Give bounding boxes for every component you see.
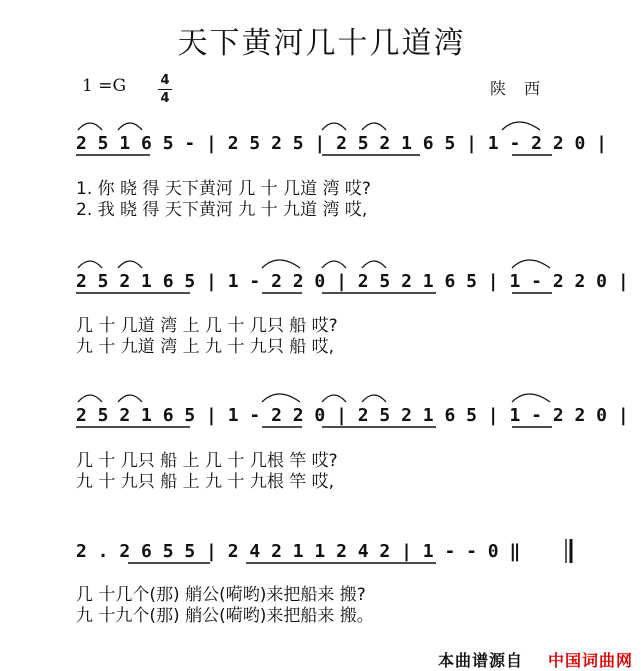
slur-mark [362,395,386,402]
slur-mark [322,261,346,268]
meter-top: 4 [160,73,170,88]
footer-source-label: 本曲谱源自 [438,651,524,670]
slur-mark [362,261,386,268]
score-row-3-notes: 2 5 2 1 6 5 | 1 - 2 2 0 | 2 5 2 1 6 5 | 1 - 2 2 0 | [76,405,629,426]
slur-mark [78,395,102,402]
slur-mark [262,260,300,268]
score-row-4-lyric-1: 几 十几个(那) 艄公(嗬哟)来把船来 搬? [76,585,366,605]
key-signature: 1 =G [82,76,127,96]
score-row-4-lyric-2: 九 十九个(那) 艄公(嗬哟)来把船来 搬。 [76,606,374,626]
slur-mark [78,261,102,268]
slur-mark [512,260,550,268]
score-row-2-lyric-2: 九 十 九道 湾 上 九 十 九只 船 哎, [76,337,335,357]
slur-mark [118,261,142,268]
slur-mark [322,395,346,402]
song-title: 天下黄河几十几道湾 [177,26,466,61]
slur-mark [502,122,540,130]
slur-mark [322,123,346,130]
song-origin: 陕西 [490,79,559,98]
footer-site-name[interactable]: 中国词曲网 [548,651,634,670]
score-row-1-lyric-2: 2. 我 晓 得 天下黄河 九 十 九道 湾 哎, [76,200,368,220]
slur-mark [262,394,300,402]
score-row-2-notes: 2 5 2 1 6 5 | 1 - 2 2 0 | 2 5 2 1 6 5 | 1 - 2 2 0 | [76,271,629,292]
score-row-4-notes: 2 . 2 6 5 5 | 2 4 2 1 1 2 4 2 | 1 - - 0 ‖ [76,541,521,562]
slur-mark [78,123,102,130]
slur-mark [512,394,550,402]
meter-bottom: 4 [160,91,170,106]
slur-mark [118,123,142,130]
score-row-3-lyric-2: 九 十 九只 船 上 九 十 九根 竿 哎, [76,472,335,492]
slur-mark [362,123,386,130]
score-row-1-notes: 2 5 1 6 5 - | 2 5 2 5 | 2 5 2 1 6 5 | 1 - 2 2 0 | [76,133,608,154]
score-row-3-lyric-1: 几 十 几只 船 上 几 十 几根 竿 哎? [76,451,338,471]
slur-mark [118,395,142,402]
score-row-2-lyric-1: 几 十 几道 湾 上 几 十 几只 船 哎? [76,316,338,336]
score-row-1-lyric-1: 1. 你 晓 得 天下黄河 几 十 几道 湾 哎? [76,179,371,199]
